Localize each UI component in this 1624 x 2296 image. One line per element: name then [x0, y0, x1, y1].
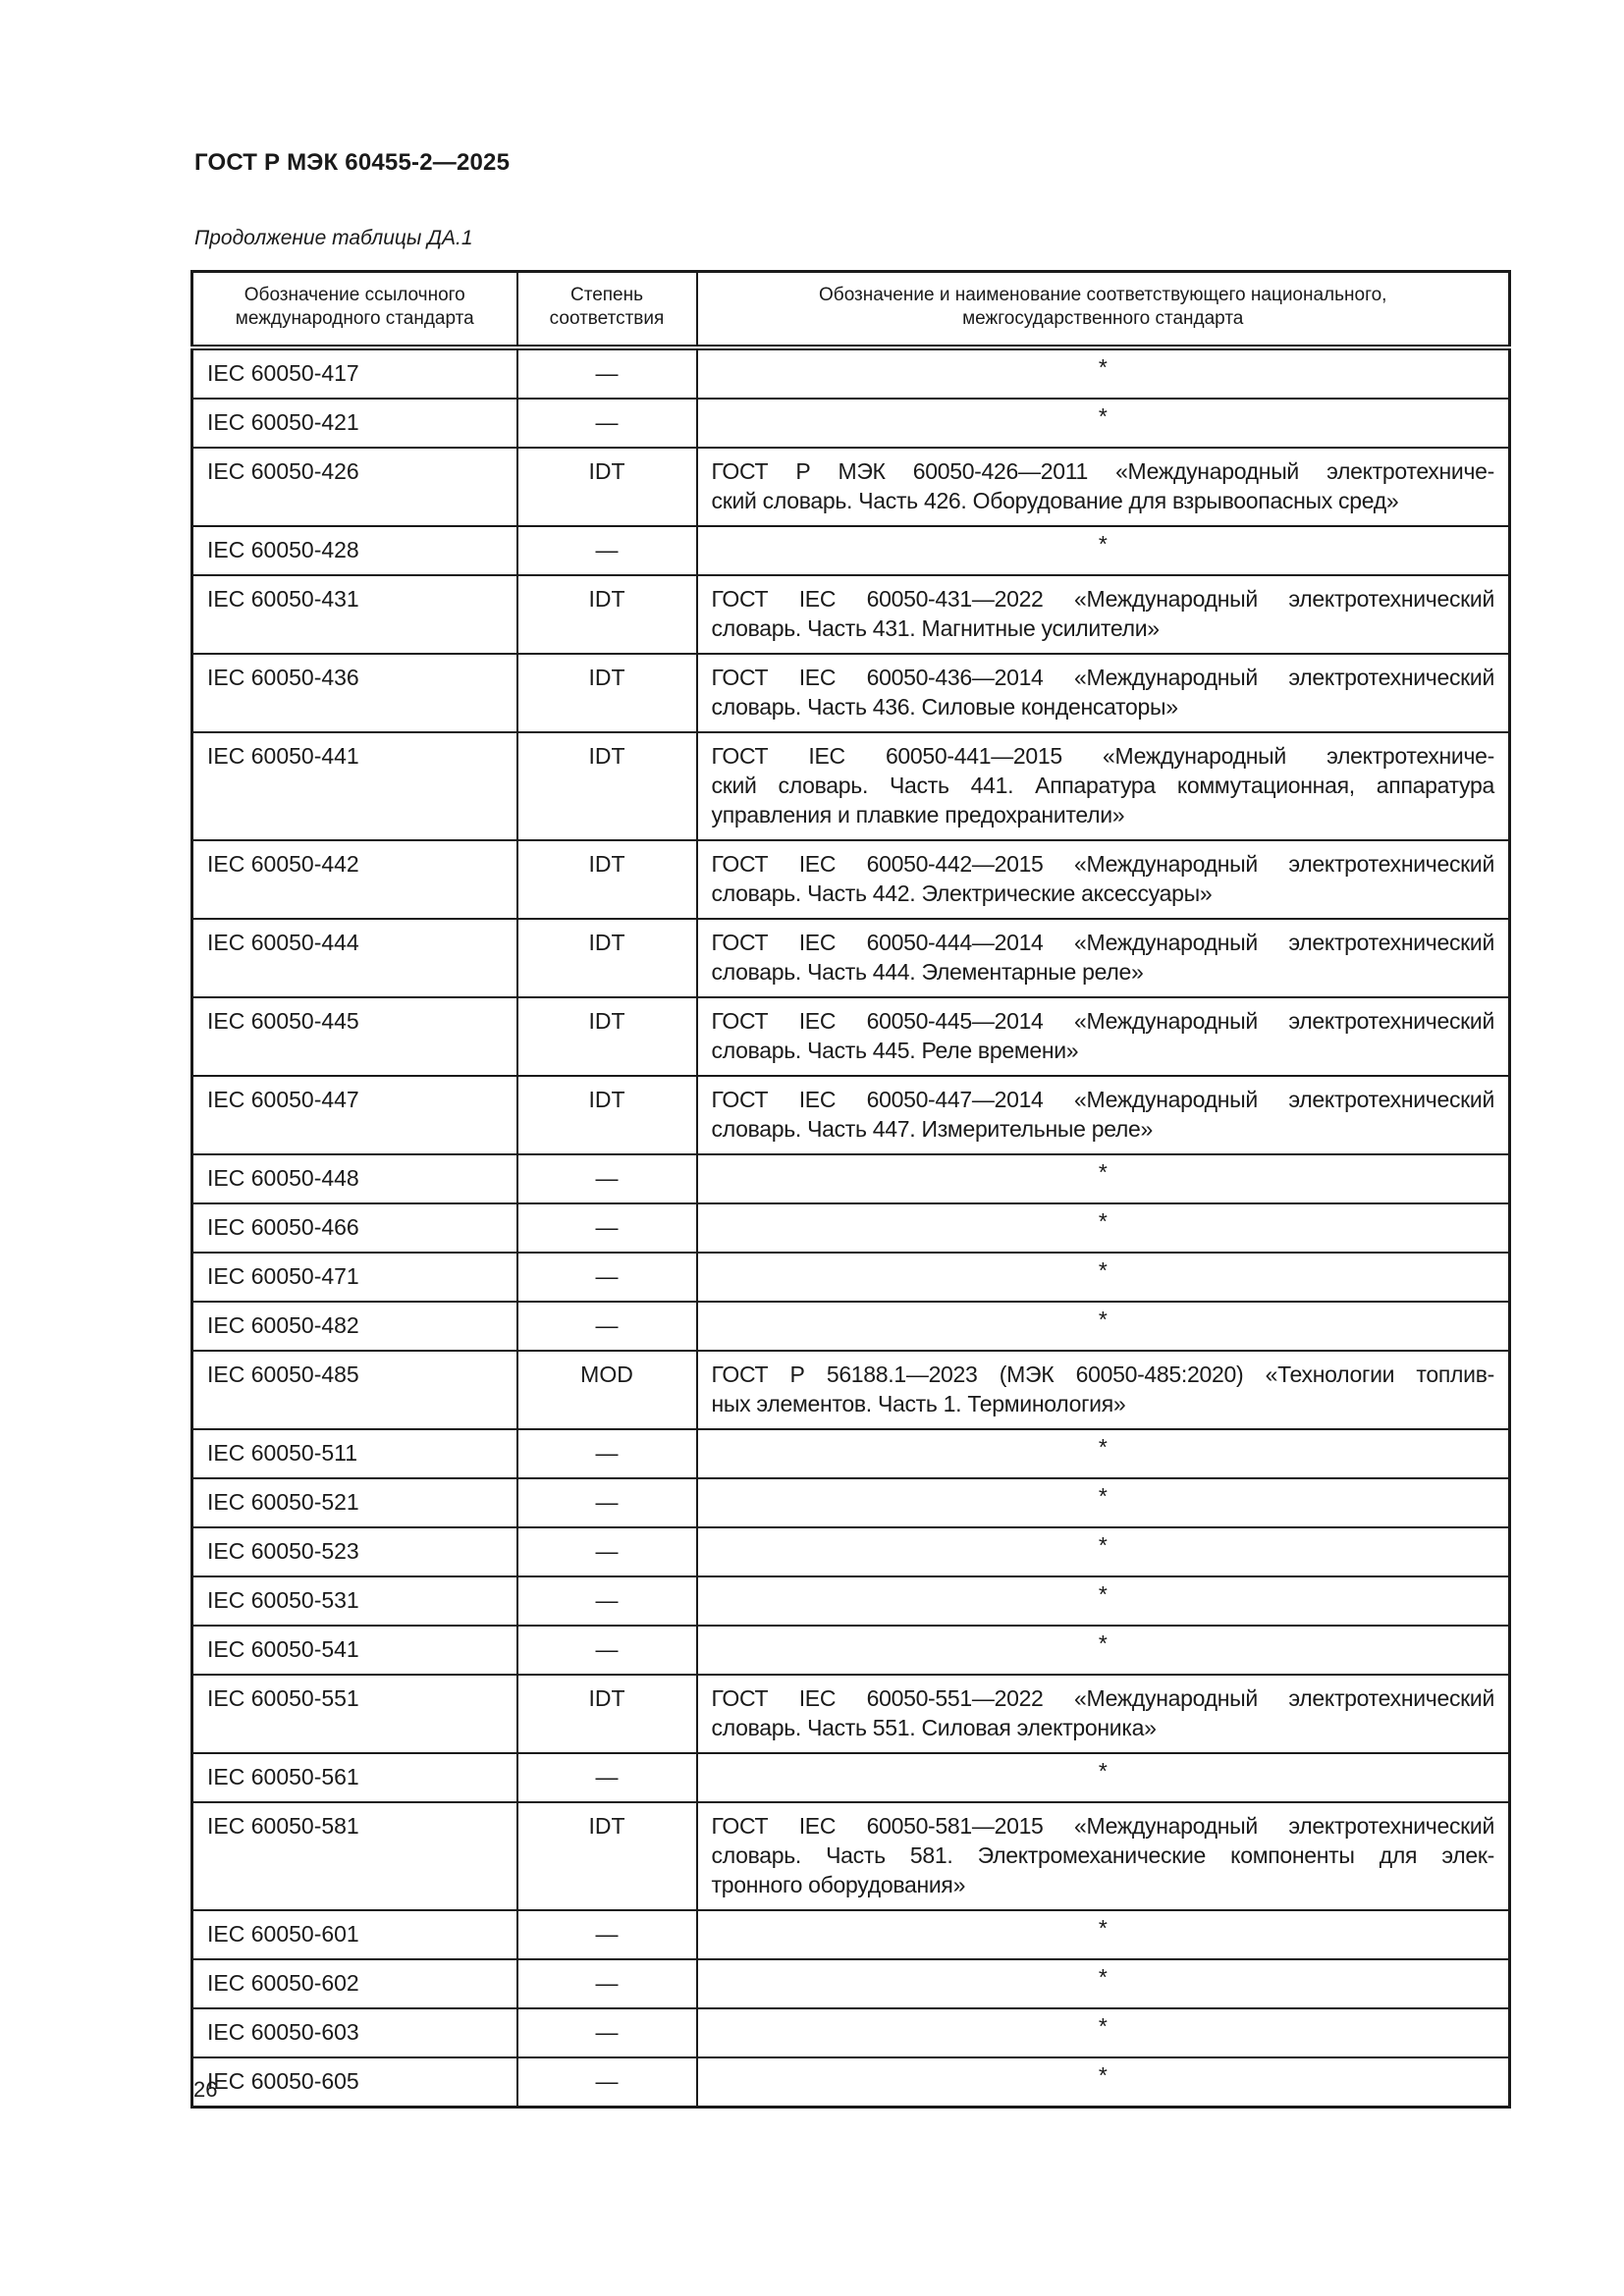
- text-line: ГОСТ IEC 60050-441—2015 «Международный электротехниче-: [711, 743, 1494, 769]
- text-line: ГОСТ Р 56188.1—2023 (МЭК 60050-485:2020) «Технологии топлив-: [711, 1362, 1494, 1387]
- table-row: [192, 732, 1510, 840]
- national-standard-cell: [697, 2008, 1510, 2057]
- no-equivalent-marker: *: [1098, 1307, 1108, 1332]
- reference-standard-cell: IEC 60050-541: [192, 1626, 517, 1675]
- degree-cell: —: [517, 1527, 697, 1576]
- national-standard-cell: [697, 1753, 1510, 1802]
- national-standard-cell: [697, 732, 1510, 840]
- reference-standard-cell: IEC 60050-605: [192, 2057, 517, 2108]
- text-line: ский словарь. Часть 426. Оборудование для взрывоопасных сред»: [711, 488, 1399, 513]
- degree-cell: —: [517, 1910, 697, 1959]
- national-standard-cell: [697, 2057, 1510, 2108]
- page-number: 26: [193, 2077, 218, 2102]
- text-line: словарь. Часть 551. Силовая электроника»: [711, 1715, 1157, 1740]
- table-row: [192, 2008, 1510, 2057]
- table-row: [192, 2057, 1510, 2108]
- no-equivalent-marker: *: [1098, 531, 1108, 557]
- degree-cell: —: [517, 2057, 697, 2108]
- table-row: [192, 1253, 1510, 1302]
- reference-standard-cell: IEC 60050-581: [192, 1802, 517, 1910]
- degree-cell: —: [517, 1626, 697, 1675]
- national-standard-cell: [697, 654, 1510, 732]
- degree-cell: —: [517, 526, 697, 575]
- reference-standard-cell: IEC 60050-417: [192, 347, 517, 399]
- text-line: тронного оборудования»: [711, 1872, 966, 1897]
- national-standard-cell: [697, 1910, 1510, 1959]
- degree-cell: IDT: [517, 448, 697, 526]
- national-standard-cell: [697, 1429, 1510, 1478]
- header-line: соответствия: [549, 308, 665, 329]
- degree-cell: —: [517, 1478, 697, 1527]
- national-standard-cell: [697, 1351, 1510, 1429]
- national-standard-cell: [697, 1527, 1510, 1576]
- reference-standard-cell: IEC 60050-466: [192, 1203, 517, 1253]
- text-line: словарь. Часть 442. Электрические аксессуары»: [711, 881, 1213, 906]
- national-standard-cell: [697, 1154, 1510, 1203]
- text-line: ГОСТ IEC 60050-447—2014 «Международный электротехнический: [711, 1087, 1494, 1112]
- table-row: [192, 1429, 1510, 1478]
- national-standard-cell: [697, 1626, 1510, 1675]
- no-equivalent-marker: *: [1098, 1483, 1108, 1509]
- table-row: [192, 1351, 1510, 1429]
- reference-standard-cell: IEC 60050-426: [192, 448, 517, 526]
- degree-cell: IDT: [517, 1675, 697, 1753]
- no-equivalent-marker: *: [1098, 354, 1108, 380]
- reference-standard-cell: IEC 60050-521: [192, 1478, 517, 1527]
- table-row: [192, 526, 1510, 575]
- national-standard-cell: [697, 1675, 1510, 1753]
- text-line: ГОСТ IEC 60050-442—2015 «Международный электротехнический: [711, 851, 1494, 877]
- reference-standard-cell: IEC 60050-444: [192, 919, 517, 997]
- national-standard-cell: [697, 1802, 1510, 1910]
- table-row: [192, 575, 1510, 654]
- text-line: управления и плавкие предохранители»: [711, 802, 1125, 828]
- table-row: [192, 1203, 1510, 1253]
- text-line: ГОСТ IEC 60050-436—2014 «Международный электротехнический: [711, 665, 1494, 690]
- national-standard-cell: [697, 575, 1510, 654]
- table-row: [192, 399, 1510, 448]
- reference-standard-cell: IEC 60050-551: [192, 1675, 517, 1753]
- table-row: [192, 997, 1510, 1076]
- no-equivalent-marker: *: [1098, 1257, 1108, 1283]
- text-line: ГОСТ IEC 60050-551—2022 «Международный электротехнический: [711, 1685, 1494, 1711]
- text-line: ский словарь. Часть 441. Аппаратура коммутационная, аппаратура: [711, 773, 1494, 798]
- header-line: Обозначение ссылочного: [244, 285, 465, 305]
- national-standard-cell: [697, 526, 1510, 575]
- national-standard-cell: [697, 399, 1510, 448]
- no-equivalent-marker: *: [1098, 1915, 1108, 1941]
- national-standard-cell: [697, 1302, 1510, 1351]
- degree-cell: —: [517, 1253, 697, 1302]
- text-line: словарь. Часть 445. Реле времени»: [711, 1038, 1079, 1063]
- reference-standard-cell: IEC 60050-447: [192, 1076, 517, 1154]
- reference-standard-cell: IEC 60050-601: [192, 1910, 517, 1959]
- national-standard-cell: [697, 840, 1510, 919]
- degree-cell: —: [517, 1576, 697, 1626]
- table-row: [192, 919, 1510, 997]
- degree-cell: IDT: [517, 919, 697, 997]
- degree-cell: IDT: [517, 997, 697, 1076]
- no-equivalent-marker: *: [1098, 403, 1108, 429]
- table-row: [192, 1576, 1510, 1626]
- reference-standard-cell: IEC 60050-511: [192, 1429, 517, 1478]
- degree-cell: IDT: [517, 732, 697, 840]
- national-standard-cell: [697, 1203, 1510, 1253]
- reference-standard-cell: IEC 60050-602: [192, 1959, 517, 2008]
- column-header-degree: [517, 272, 697, 348]
- table-row: [192, 654, 1510, 732]
- no-equivalent-marker: *: [1098, 1434, 1108, 1460]
- text-line: ГОСТ IEC 60050-445—2014 «Международный электротехнический: [711, 1008, 1494, 1034]
- text-line: словарь. Часть 447. Измерительные реле»: [711, 1116, 1154, 1142]
- national-standard-cell: [697, 997, 1510, 1076]
- degree-cell: IDT: [517, 575, 697, 654]
- degree-cell: —: [517, 1203, 697, 1253]
- table-row: [192, 840, 1510, 919]
- table-row: [192, 1802, 1510, 1910]
- table-row: [192, 1527, 1510, 1576]
- table-row: [192, 1302, 1510, 1351]
- reference-standard-cell: IEC 60050-431: [192, 575, 517, 654]
- text-line: словарь. Часть 431. Магнитные усилители»: [711, 615, 1160, 641]
- degree-cell: —: [517, 2008, 697, 2057]
- national-standard-cell: [697, 1076, 1510, 1154]
- national-standard-cell: [697, 1959, 1510, 2008]
- table-row: [192, 1626, 1510, 1675]
- table-row: [192, 1478, 1510, 1527]
- degree-cell: —: [517, 1154, 697, 1203]
- header-line: Обозначение и наименование соответствующего национального,: [819, 285, 1387, 305]
- degree-cell: MOD: [517, 1351, 697, 1429]
- table-row: [192, 1959, 1510, 2008]
- reference-standard-cell: IEC 60050-448: [192, 1154, 517, 1203]
- degree-cell: IDT: [517, 654, 697, 732]
- text-line: ных элементов. Часть 1. Терминология»: [711, 1391, 1126, 1416]
- no-equivalent-marker: *: [1098, 2062, 1108, 2088]
- no-equivalent-marker: *: [1098, 1630, 1108, 1656]
- no-equivalent-marker: *: [1098, 1758, 1108, 1784]
- reference-standard-cell: IEC 60050-531: [192, 1576, 517, 1626]
- no-equivalent-marker: *: [1098, 1532, 1108, 1558]
- national-standard-cell: [697, 1253, 1510, 1302]
- degree-cell: —: [517, 1959, 697, 2008]
- header-line: межгосударственного стандарта: [962, 308, 1244, 329]
- no-equivalent-marker: *: [1098, 1581, 1108, 1607]
- degree-cell: —: [517, 347, 697, 399]
- header-line: международного стандарта: [235, 308, 474, 329]
- table-body: [192, 347, 1510, 2108]
- text-line: словарь. Часть 436. Силовые конденсаторы»: [711, 694, 1178, 720]
- table-row: [192, 1675, 1510, 1753]
- national-standard-cell: [697, 347, 1510, 399]
- table-row: [192, 347, 1510, 399]
- table-header-row: [192, 272, 1510, 348]
- national-standard-cell: [697, 448, 1510, 526]
- degree-cell: IDT: [517, 1076, 697, 1154]
- table-row: [192, 1076, 1510, 1154]
- text-line: ГОСТ Р МЭК 60050-426—2011 «Международный электротехниче-: [711, 458, 1494, 484]
- standards-table: [190, 270, 1511, 2109]
- no-equivalent-marker: *: [1098, 1159, 1108, 1185]
- text-line: ГОСТ IEC 60050-444—2014 «Международный электротехнический: [711, 930, 1494, 955]
- national-standard-cell: [697, 1576, 1510, 1626]
- reference-standard-cell: IEC 60050-436: [192, 654, 517, 732]
- reference-standard-cell: IEC 60050-441: [192, 732, 517, 840]
- reference-standard-cell: IEC 60050-428: [192, 526, 517, 575]
- degree-cell: IDT: [517, 1802, 697, 1910]
- reference-standard-cell: IEC 60050-561: [192, 1753, 517, 1802]
- degree-cell: IDT: [517, 840, 697, 919]
- table-caption: Продолжение таблицы ДА.1: [194, 227, 473, 249]
- reference-standard-cell: IEC 60050-482: [192, 1302, 517, 1351]
- national-standard-cell: [697, 919, 1510, 997]
- reference-standard-cell: IEC 60050-603: [192, 2008, 517, 2057]
- text-line: словарь. Часть 444. Элементарные реле»: [711, 959, 1144, 985]
- degree-cell: —: [517, 1429, 697, 1478]
- text-line: ГОСТ IEC 60050-581—2015 «Международный электротехнический: [711, 1813, 1494, 1839]
- header-line: Степень: [569, 285, 644, 305]
- degree-cell: —: [517, 399, 697, 448]
- table-row: [192, 448, 1510, 526]
- no-equivalent-marker: *: [1098, 2013, 1108, 2039]
- reference-standard-cell: IEC 60050-421: [192, 399, 517, 448]
- reference-standard-cell: IEC 60050-523: [192, 1527, 517, 1576]
- reference-standard-cell: IEC 60050-485: [192, 1351, 517, 1429]
- reference-standard-cell: IEC 60050-442: [192, 840, 517, 919]
- reference-standard-cell: IEC 60050-445: [192, 997, 517, 1076]
- table-row: [192, 1154, 1510, 1203]
- no-equivalent-marker: *: [1098, 1208, 1108, 1234]
- column-header-national-standard: [697, 272, 1510, 348]
- text-line: словарь. Часть 581. Электромеханические компоненты для элек-: [711, 1842, 1494, 1868]
- text-line: ГОСТ IEC 60050-431—2022 «Международный электротехнический: [711, 586, 1494, 612]
- table-row: [192, 1753, 1510, 1802]
- document-title: ГОСТ Р МЭК 60455-2—2025: [194, 149, 511, 176]
- table-row: [192, 1910, 1510, 1959]
- degree-cell: —: [517, 1753, 697, 1802]
- reference-standard-cell: IEC 60050-471: [192, 1253, 517, 1302]
- no-equivalent-marker: *: [1098, 1964, 1108, 1990]
- column-header-reference-standard: [192, 272, 517, 348]
- degree-cell: —: [517, 1302, 697, 1351]
- national-standard-cell: [697, 1478, 1510, 1527]
